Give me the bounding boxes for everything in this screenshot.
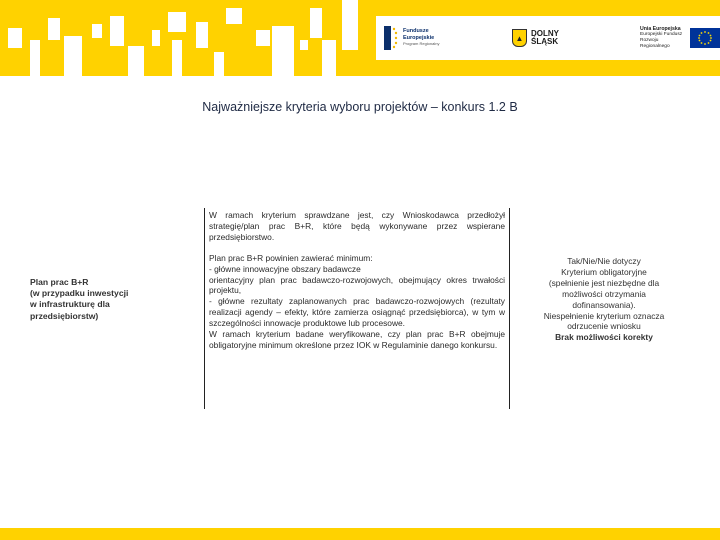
criterion-name-line: (w przypadku inwestycji — [30, 288, 129, 299]
page-title: Najważniejsze kryteria wyboru projektów – konkurs 1.2 B — [202, 100, 518, 114]
criterion-name-line: w infrastrukturę dla — [30, 299, 110, 310]
assessment-line: Niespełnienie kryterium oznacza — [543, 310, 665, 321]
footer-bar — [0, 528, 720, 540]
assessment-line: (spełnienie jest niezbędne dla — [548, 277, 660, 288]
eagle-shield-icon: ▲ — [512, 29, 527, 47]
description-line: - główne innowacyjne obszary badawcze — [209, 263, 361, 274]
criterion-name — [30, 277, 160, 322]
criterion-description — [204, 208, 510, 409]
eu-logo — [640, 16, 720, 60]
pattern-square — [196, 22, 208, 48]
pattern-square — [322, 40, 336, 76]
assessment-line: Tak/Nie/Nie dotyczy — [567, 256, 641, 266]
eu-logo-line1: Unia Europejska — [640, 26, 681, 32]
assessment-line: dofinansowania). — [572, 299, 636, 310]
funds-star-icon — [384, 23, 398, 53]
assessment-line: odrzucenie wniosku — [567, 321, 641, 332]
description-paragraph: W ramach kryterium sprawdzane jest, czy Wnioskodawca przedłożył strategię/plan prac B+R, które będą wykonywane przez wspierane przedsiębiorstwo. — [209, 210, 505, 242]
description-line: Plan prac B+R powinien zawierać minimum: — [209, 252, 373, 263]
pattern-square — [128, 46, 144, 76]
paragraph-gap — [209, 243, 505, 253]
pattern-square — [342, 0, 358, 50]
pattern-square — [8, 28, 22, 48]
pattern-square — [226, 8, 242, 24]
logo-strip — [376, 16, 720, 60]
region-logo-line2: ŚLĄSK — [531, 37, 559, 46]
pattern-square — [64, 36, 82, 76]
description-line: - główne rezultaty zaplanowanych prac badawczo-rozwojowych (rezultaty realizacji agendy – efekty, które zamierza osiągnąć przedsiębiorca), w tym w szczególności innowacje produktowe lub procesowe. — [209, 296, 505, 329]
pattern-square — [30, 40, 40, 76]
assessment-bold-line: Brak możliwości korekty — [555, 332, 653, 343]
criterion-name-line: Plan prac B+R — [30, 277, 89, 287]
assessment-line: możliwości otrzymania — [562, 288, 646, 299]
eu-logo-line3: Rozwoju Regionalnego — [640, 38, 670, 49]
pattern-square — [152, 30, 160, 46]
funds-logo-line2: Europejskie — [403, 34, 435, 41]
funds-logo — [384, 16, 439, 60]
pattern-square — [92, 24, 102, 38]
region-logo-line1: DOLNY — [531, 29, 559, 38]
assessment-line: Kryterium obligatoryjne — [561, 266, 647, 277]
pattern-square — [172, 40, 182, 76]
eu-flag-icon — [690, 28, 720, 48]
eu-logo-line2: Europejski Fundusz — [640, 32, 683, 37]
criterion-name-line: przedsiębiorstw) — [30, 310, 99, 321]
pattern-square — [110, 16, 124, 46]
funds-logo-sub: Program Regionalny — [403, 41, 440, 47]
description-line: W ramach kryterium badane weryfikowane, czy plan prac B+R obejmuje obligatoryjne minimum określone przez IOK w Regulaminie danego konkursu. — [209, 329, 505, 350]
pattern-square — [300, 40, 308, 50]
pattern-square — [214, 52, 224, 76]
pattern-square — [272, 26, 294, 76]
description-line: orientacyjny plan prac badawczo-rozwojowych, obejmujący okres trwałości projektu, — [209, 274, 505, 296]
pattern-square — [168, 12, 186, 32]
pattern-square — [256, 30, 270, 46]
header-banner — [0, 0, 720, 76]
funds-logo-line1: Fundusze — [403, 28, 429, 35]
pattern-square — [310, 8, 322, 38]
pattern-square — [48, 18, 60, 40]
assessment-note — [528, 256, 680, 343]
region-logo — [512, 16, 559, 60]
